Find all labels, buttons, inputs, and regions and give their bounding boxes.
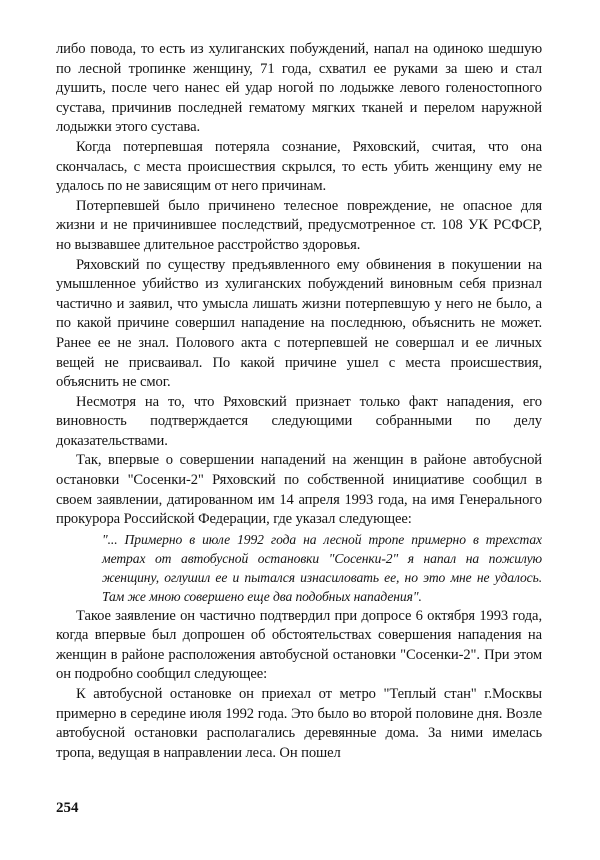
page-body — [56, 40, 542, 763]
paragraph: либо повода, то есть из хулиганских побуждений, напал на одиноко шедшую по лесной тропинке женщину, 71 года, схватил ее руками за шею и стал душить, после чего нанес ей удар ногой по лодыжке левого голеностопного сустава, причинив последней гематому мягких тканей и перелом наружной лодыжки этого сустава. — [56, 41, 542, 136]
paragraph: Когда потерпевшая потеряла сознание, Ряховский, считая, что она скончалась, с места происшествия скрылся, то есть убить женщину ему не удалось по не зависящим от него причинам. — [56, 138, 542, 195]
block-quote: "... Примерно в июле 1992 года на лесной тропе примерно в трехстах метрах от автобусной остановки "Сосенки-2" я напал на пожилую женщину, оглушил ее и пытался изнасиловать ее, но это мне не удалось. Там же мною совершено еще два подобных нападения". — [102, 531, 542, 605]
paragraph: Потерпевшей было причинено телесное повреждение, не опасное для жизни и не причинившее последствий, предусмотренное ст. 108 УК РСФСР, но вызвавшее длительное расстройство здоровья. — [56, 197, 542, 253]
paragraph: Ряховский по существу предъявленного ему обвинения в покушении на умышленное убийство из хулиганских побуждений виновным себя признал частично и заявил, что умысла лишать жизни потерпевшую у него не было, а по какой причине совершил нападение на последнюю, объяснить не может. Ранее ее не знал. Полового акта с потерпевшей не совершал и ее личных вещей не присваивал. По какой причине ушел с места происшествия, объяснить не смог. — [56, 256, 542, 391]
page-number: 254 — [56, 800, 79, 816]
paragraph: Несмотря на то, что Ряховский признает только факт нападения, его виновность подтверждается следующими собранными по делу доказательствами. — [56, 393, 542, 449]
paragraph: К автобусной остановке он приехал от метро "Теплый стан" г.Москвы примерно в середине июля 1992 года. Это было во второй половине дня. Возле автобусной остановки располагались деревянные дома. За ними имелась тропа, ведущая в направлении леса. Он пошел — [56, 686, 542, 761]
paragraph: Такое заявление он частично подтвердил при допросе 6 октября 1993 года, когда впервые был допрошен об обстоятельствах совершения нападения на женщин в районе расположения автобусной остановки "Сосенки-2". При этом он подробно сообщил следующее: — [56, 607, 542, 683]
paragraph: Так, впервые о совершении нападений на женщин в районе автобусной остановки "Сосенки-2" Ряховский по собственной инициативе сообщил в своем заявлении, датированном им 14 апреля 1993 года, на имя Генерального прокурора Российской Федерации, где указал следующее: — [56, 452, 542, 528]
